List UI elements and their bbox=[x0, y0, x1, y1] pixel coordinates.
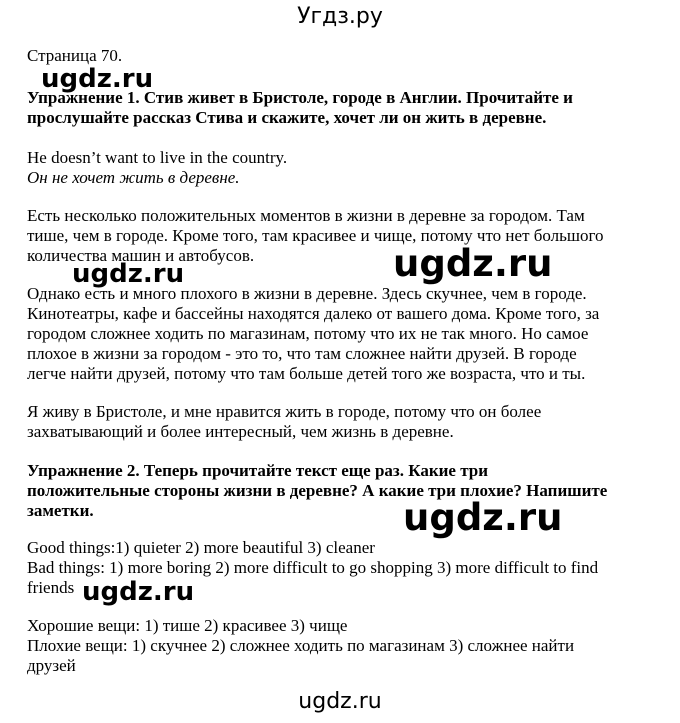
exercise1-title-line: прослушайте рассказ Стива и скажите, хочет ли он жить в деревне. bbox=[27, 108, 547, 127]
site-header-title: Угдз.ру bbox=[297, 4, 383, 29]
good-things-ru: Хорошие вещи: 1) тише 2) красивее 3) чище bbox=[27, 616, 348, 635]
answer-english: He doesn’t want to live in the country. bbox=[27, 148, 288, 167]
footer-site: ugdz.ru bbox=[298, 689, 382, 714]
paragraph-conclusion bbox=[27, 402, 657, 442]
watermark: ugdz.ru bbox=[41, 64, 154, 94]
text-line: Есть несколько положительных моментов в жизни в деревне за городом. Там bbox=[27, 206, 585, 225]
bad-things-en: Bad things: 1) more boring 2) more difficult to go shopping 3) more difficult to find bbox=[27, 558, 599, 577]
text-line: легче найти друзей, потому что там больше детей того же возраста, что и ты. bbox=[27, 364, 586, 383]
watermark: ugdz.ru bbox=[72, 259, 185, 289]
text-line: городом сложнее ходить по магазинам, потому что их не так много. Но самое bbox=[27, 324, 589, 343]
exercise2-title-line: заметки. bbox=[27, 501, 94, 520]
good-things-en: Good things:1) quieter 2) more beautiful 3) cleaner bbox=[27, 538, 375, 557]
watermark: ugdz.ru bbox=[403, 496, 563, 539]
exercise1-title bbox=[27, 88, 657, 128]
exercise1-title-line: Упражнение 1. Стив живет в Бристоле, городе в Англии. Прочитайте и bbox=[27, 88, 573, 107]
watermark: ugdz.ru bbox=[393, 242, 553, 285]
text-line: тише, чем в городе. Кроме того, там красивее и чище, потому что нет большого bbox=[27, 226, 604, 245]
answer-russian: Он не хочет жить в деревне. bbox=[27, 168, 240, 187]
bad-things-ru: Плохие вещи: 1) скучнее 2) сложнее ходить по магазинам 3) сложнее найти bbox=[27, 636, 575, 655]
bad-things-en-cont: friends bbox=[27, 578, 75, 597]
exercise2-title bbox=[27, 461, 657, 521]
text-line: Однако есть и много плохого в жизни в деревне. Здесь скучнее, чем в городе. bbox=[27, 284, 587, 303]
text-line: Я живу в Бристоле, и мне нравится жить в городе, потому что он более bbox=[27, 402, 542, 421]
bad-things-ru-cont: друзей bbox=[27, 656, 76, 675]
paragraph-positive bbox=[27, 206, 657, 266]
watermark: ugdz.ru bbox=[82, 577, 195, 607]
text-line: Кинотеатры, кафе и бассейны находятся далеко от вашего дома. Кроме того, за bbox=[27, 304, 600, 323]
exercise2-answers-ru bbox=[27, 616, 657, 676]
text-line: захватывающий и более интересный, чем жизнь в деревне. bbox=[27, 422, 454, 441]
exercise1-answer bbox=[27, 148, 657, 188]
exercise2-title-line: Упражнение 2. Теперь прочитайте текст еще раз. Какие три bbox=[27, 461, 489, 480]
page-label: Страница 70. bbox=[27, 46, 123, 65]
text-line: количества машин и автобусов. bbox=[27, 246, 255, 265]
paragraph-negative bbox=[27, 284, 657, 384]
text-line: плохое в жизни за городом - это то, что там сложнее найти друзей. В городе bbox=[27, 344, 577, 363]
exercise2-title-line: положительные стороны жизни в деревне? А какие три плохие? Напишите bbox=[27, 481, 608, 500]
